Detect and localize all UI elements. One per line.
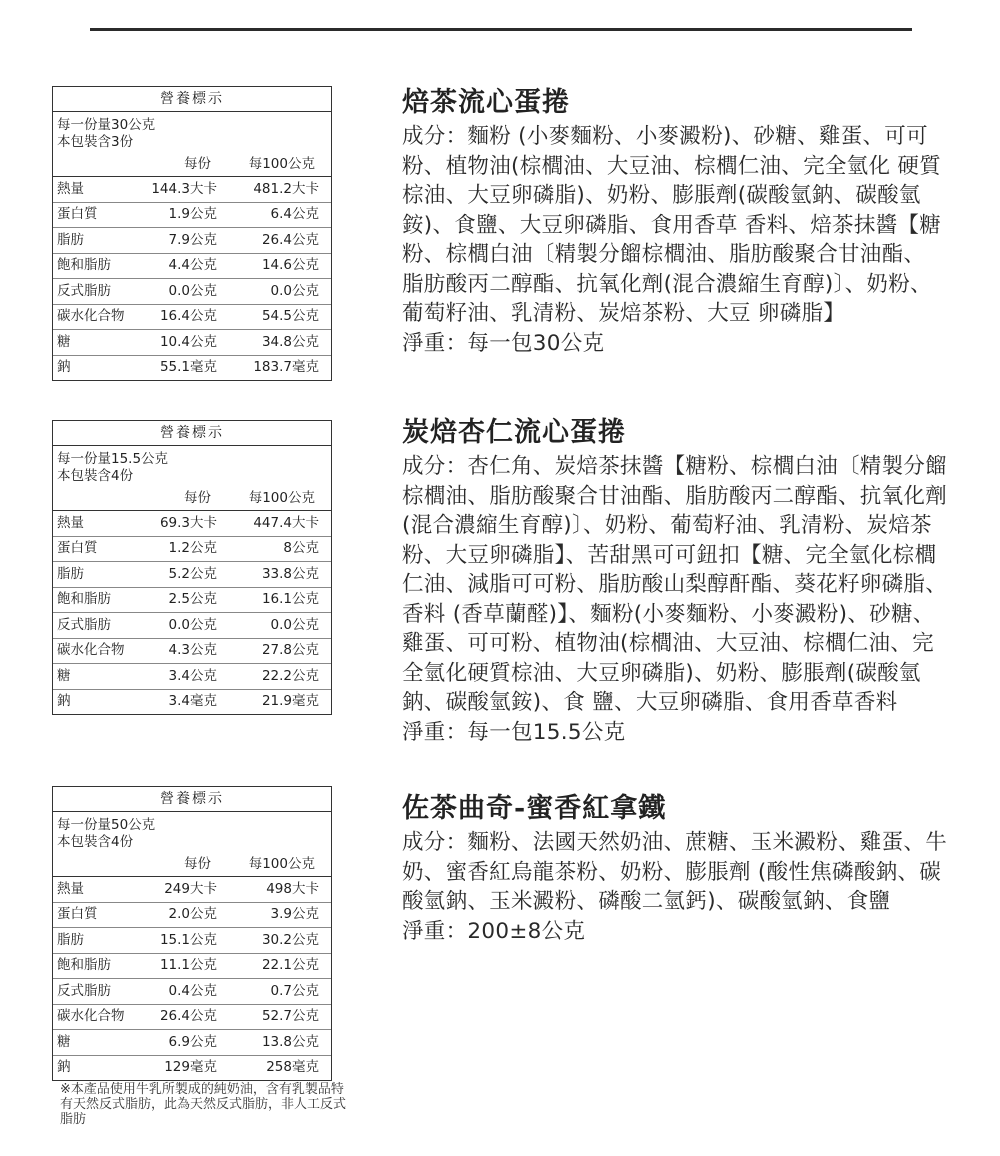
serving-size: 每一份量30公克 — [57, 117, 156, 133]
servings-per-pack: 本包裝含3份 — [57, 134, 134, 150]
table-rows — [53, 877, 331, 1080]
table-row — [53, 330, 331, 356]
top-divider — [90, 28, 912, 31]
table-row — [53, 511, 331, 537]
row-per100: 52.7公克 — [261, 1008, 319, 1024]
table-row — [53, 228, 331, 254]
row-label: 碳水化合物 — [57, 308, 125, 324]
row-label: 碳水化合物 — [57, 642, 125, 658]
table-row — [53, 305, 331, 331]
row-per: 3.4公克 — [168, 667, 217, 684]
row-per: 4.4公克 — [168, 257, 217, 273]
row-per: 4.3公克 — [168, 642, 217, 658]
row-per: 11.1公克 — [159, 957, 217, 973]
row-per: 0.4公克 — [168, 982, 217, 999]
table-row — [53, 588, 331, 614]
table-row — [53, 1030, 331, 1056]
col-per-serving: 每份 — [184, 856, 211, 873]
product-info — [402, 86, 952, 359]
footnote: ※本產品使用牛乳所製成的純奶油，含有乳製品特有天然反式脂肪，此為天然反式脂肪，非人工反式脂肪 — [60, 1082, 347, 1127]
table-row — [53, 639, 331, 665]
table-row — [53, 537, 331, 563]
row-label: 脂肪 — [57, 565, 84, 582]
product-net-weight: 淨重：200±8公克 — [402, 918, 586, 944]
row-label: 反式脂肪 — [57, 282, 111, 299]
product-info — [402, 416, 952, 748]
table-rows — [53, 511, 331, 714]
row-per: 7.9公克 — [168, 231, 217, 248]
col-per-serving: 每份 — [184, 156, 211, 173]
row-label: 鈉 — [57, 1059, 71, 1075]
row-per100: 27.8公克 — [261, 642, 319, 658]
nutrition-table — [52, 786, 332, 1081]
servings-per-pack: 本包裝含4份 — [57, 468, 134, 484]
row-per100: 22.2公克 — [261, 667, 319, 684]
row-per100: 3.9公克 — [270, 906, 319, 922]
table-row — [53, 690, 331, 715]
nutrition-table — [52, 86, 332, 381]
table-row — [53, 203, 331, 229]
servings-per-pack: 本包裝含4份 — [57, 834, 134, 850]
table-row — [53, 254, 331, 280]
row-per: 1.9公克 — [168, 206, 217, 222]
serving-size: 每一份量15.5公克 — [57, 451, 169, 467]
column-header — [53, 854, 331, 877]
row-per100: 0.0公克 — [270, 616, 319, 633]
row-label: 蛋白質 — [57, 206, 98, 222]
table-row — [53, 177, 331, 203]
serving-size: 每一份量50公克 — [57, 817, 156, 833]
nutrition-title: 營養標示 — [53, 87, 331, 112]
row-per: 15.1公克 — [159, 931, 217, 948]
table-row — [53, 1056, 331, 1081]
product-name: 炭焙杏仁流心蛋捲 — [402, 417, 626, 448]
table-row — [53, 664, 331, 690]
row-label: 碳水化合物 — [57, 1008, 125, 1024]
row-label: 蛋白質 — [57, 906, 98, 922]
table-row — [53, 954, 331, 980]
product-ingredients: 成分：麵粉、法國天然奶油、蔗糖、玉米澱粉、雞蛋、牛奶、蜜香紅烏龍茶粉、奶粉、膨脹劑 (酸性焦磷酸鈉、碳酸氫鈉、玉米澱粉、磷酸二氫鈣)、碳酸氫鈉、食鹽 — [402, 830, 948, 914]
row-per: 69.3大卡 — [159, 514, 217, 531]
table-row — [53, 356, 331, 381]
row-per100: 0.7公克 — [270, 982, 319, 999]
serving-info — [53, 446, 331, 488]
row-per: 2.0公克 — [168, 906, 217, 922]
row-per100: 447.4大卡 — [253, 514, 319, 531]
row-label: 蛋白質 — [57, 540, 98, 556]
row-per: 6.9公克 — [168, 1033, 217, 1050]
col-per-100g: 每100公克 — [248, 490, 315, 507]
row-label: 糖 — [57, 667, 71, 684]
row-per: 26.4公克 — [159, 1008, 217, 1024]
table-row — [53, 928, 331, 954]
product-net-weight: 淨重：每一包30公克 — [402, 330, 605, 356]
row-label: 鈉 — [57, 693, 71, 709]
row-per: 144.3大卡 — [151, 180, 217, 197]
row-per100: 14.6公克 — [261, 257, 319, 273]
row-label: 飽和脂肪 — [57, 591, 111, 607]
row-label: 飽和脂肪 — [57, 957, 111, 973]
row-per100: 21.9毫克 — [261, 693, 319, 709]
table-row — [53, 562, 331, 588]
row-per100: 0.0公克 — [270, 282, 319, 299]
row-per: 10.4公克 — [159, 333, 217, 350]
column-header — [53, 154, 331, 177]
serving-info — [53, 812, 331, 854]
nutrition-title: 營養標示 — [53, 421, 331, 446]
product-name: 焙茶流心蛋捲 — [402, 87, 570, 118]
row-per: 129毫克 — [164, 1059, 217, 1075]
row-label: 反式脂肪 — [57, 982, 111, 999]
product-ingredients: 成分：杏仁角、炭焙茶抹醬【糖粉、棕櫚白油〔精製分餾棕櫚油、脂肪酸聚合甘油酯、脂肪酸丙二醇酯、抗氧化劑(混合濃縮生育醇)〕、奶粉、葡萄籽油、乳清粉、炭焙茶粉、大豆卵磷脂】、苦甜黑可可鈕扣【糖、完全氫化棕櫚仁油、減脂可可粉、脂肪酸山梨醇酐酯、葵花籽卵磷脂、香料 (香草蘭醛)】、麵粉(小麥麵粉、小麥澱粉)、砂糖、雞蛋、可可粉、植物油(棕櫚油、大豆油、棕櫚仁油、完全氫化硬質棕油、大豆卵磷脂)、奶粉、膨脹劑(碳酸氫鈉、碳酸氫銨)、食 鹽、大豆卵磷脂、食用香草香料 — [402, 454, 948, 715]
product-name: 佐茶曲奇-蜜香紅拿鐵 — [402, 793, 667, 824]
row-label: 飽和脂肪 — [57, 257, 111, 273]
row-per100: 54.5公克 — [261, 308, 319, 324]
table-row — [53, 279, 331, 305]
nutrition-title: 營養標示 — [53, 787, 331, 812]
row-label: 脂肪 — [57, 931, 84, 948]
col-per-100g: 每100公克 — [248, 156, 315, 173]
row-per100: 481.2大卡 — [253, 180, 319, 197]
row-per: 16.4公克 — [159, 308, 217, 324]
row-per100: 22.1公克 — [261, 957, 319, 973]
product-net-weight: 淨重：每一包15.5公克 — [402, 719, 626, 745]
row-per100: 26.4公克 — [261, 231, 319, 248]
row-per: 2.5公克 — [168, 591, 217, 607]
row-per: 3.4毫克 — [168, 693, 217, 709]
row-label: 熱量 — [57, 514, 84, 531]
col-per-100g: 每100公克 — [248, 856, 315, 873]
row-per100: 183.7毫克 — [253, 359, 319, 375]
table-row — [53, 1005, 331, 1031]
row-per100: 6.4公克 — [270, 206, 319, 222]
product-info — [402, 792, 952, 947]
row-per100: 33.8公克 — [261, 565, 319, 582]
table-row — [53, 979, 331, 1005]
table-rows — [53, 177, 331, 380]
row-per100: 34.8公克 — [261, 333, 319, 350]
row-per100: 30.2公克 — [261, 931, 319, 948]
row-per100: 258毫克 — [266, 1059, 319, 1075]
col-per-serving: 每份 — [184, 490, 211, 507]
serving-info — [53, 112, 331, 154]
row-per: 0.0公克 — [168, 616, 217, 633]
row-label: 脂肪 — [57, 231, 84, 248]
row-per100: 13.8公克 — [261, 1033, 319, 1050]
row-label: 鈉 — [57, 359, 71, 375]
row-per100: 8公克 — [283, 540, 319, 556]
row-per: 1.2公克 — [168, 540, 217, 556]
row-label: 熱量 — [57, 180, 84, 197]
column-header — [53, 488, 331, 511]
row-per100: 498大卡 — [266, 880, 319, 897]
table-row — [53, 613, 331, 639]
row-label: 熱量 — [57, 880, 84, 897]
nutrition-table — [52, 420, 332, 715]
row-per: 0.0公克 — [168, 282, 217, 299]
row-label: 糖 — [57, 1033, 71, 1050]
row-label: 糖 — [57, 333, 71, 350]
row-per: 5.2公克 — [168, 565, 217, 582]
row-per: 55.1毫克 — [159, 359, 217, 375]
row-label: 反式脂肪 — [57, 616, 111, 633]
row-per100: 16.1公克 — [261, 591, 319, 607]
table-row — [53, 877, 331, 903]
product-ingredients: 成分：麵粉 (小麥麵粉、小麥澱粉)、砂糖、雞蛋、可可粉、植物油(棕櫚油、大豆油、棕櫚仁油、完全氫化 硬質棕油、大豆卵磷脂)、奶粉、膨脹劑(碳酸氫鈉、碳酸氫銨)、食鹽、大豆卵磷脂、食用香草 香料、焙茶抹醬【糖粉、棕櫚白油〔精製分餾棕櫚油、脂肪酸聚合甘油酯、 脂肪酸丙二醇酯、抗氧化劑(混合濃縮生育醇)〕、奶粉、葡萄籽油、乳清粉、炭焙茶粉、大豆 卵磷脂】 — [402, 124, 942, 326]
table-row — [53, 903, 331, 929]
row-per: 249大卡 — [164, 880, 217, 897]
